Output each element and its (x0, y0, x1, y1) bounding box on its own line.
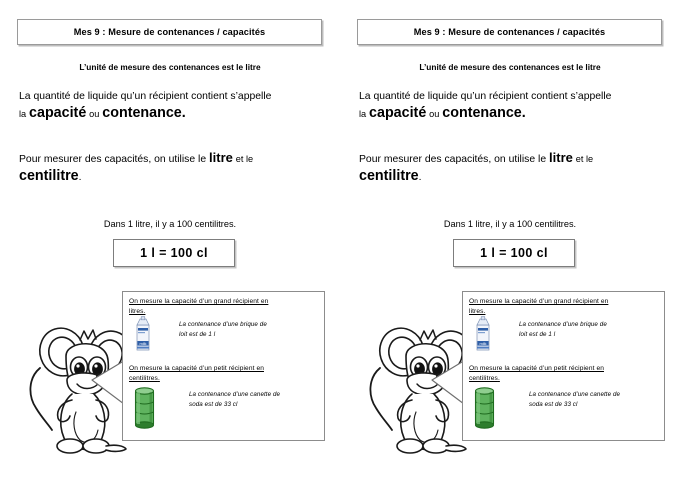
paragraph-2-connector: et le (235, 154, 254, 164)
bubble-heading-litres (469, 297, 658, 316)
term-contenance: contenance (442, 105, 522, 121)
milk-carton-label: milk (139, 341, 147, 346)
paragraph-2-lead: Pour mesurer des capacités, on utilise le (359, 154, 547, 165)
paragraph-capacite (359, 88, 667, 123)
term-litre: litre (209, 150, 233, 165)
paragraph-1-article: la (19, 109, 27, 119)
term-centilitre: centilitre (19, 168, 79, 184)
paragraph-1-article: la (359, 109, 367, 119)
paragraph-1-period: . (181, 105, 186, 121)
equation-box (453, 239, 575, 267)
paragraph-unites (359, 149, 667, 186)
bubble-heading-2-line-1: On mesure la capacité d’un petit récipient en (469, 365, 604, 372)
bubble-note-soda (529, 390, 665, 410)
equation-text: 1 l = 100 cl (140, 246, 208, 260)
bubble-heading-1-line-2: litres (469, 307, 484, 315)
page-title: Mes 9 : Mesure de contenances / capacités (73, 27, 266, 37)
bubble-note-1-line-2: loit est de 1 l (519, 331, 556, 338)
paragraph-1-connector: ou (429, 109, 440, 119)
bubble-heading-2-period: . (157, 374, 160, 382)
term-litre: litre (549, 150, 573, 165)
speech-bubble-box (462, 291, 665, 441)
bubble-heading-2-line-1: On mesure la capacité d’un petit récipient en (129, 365, 264, 372)
term-contenance: contenance (102, 105, 182, 121)
conversion-sentence: Dans 1 litre, il y a 100 centilitres. (443, 219, 577, 229)
bubble-heading-1-period: . (483, 307, 486, 315)
soda-can-icon (473, 386, 496, 430)
term-capacite: capacité (369, 105, 427, 121)
bubble-heading-centilitres (469, 364, 661, 383)
paragraph-capacite (19, 88, 327, 123)
equation-text: 1 l = 100 cl (480, 246, 548, 260)
bubble-heading-1-line-1: On mesure la capacité d’un grand récipient en (129, 298, 269, 305)
milk-carton-icon (473, 316, 493, 351)
milk-carton-icon (133, 316, 153, 351)
bubble-note-2-line-1: La contenance d’une canette de (189, 391, 281, 398)
paragraph-1-lead: La quantité de liquide qu’un récipient contient s’appelle (359, 91, 612, 102)
paragraph-unites (19, 149, 327, 186)
conversion-sentence: Dans 1 litre, il y a 100 centilitres. (103, 219, 237, 229)
bubble-note-2-line-2: soda est de 33 cl (189, 401, 238, 408)
worksheet-panel-right (340, 0, 680, 480)
equation-box (113, 239, 235, 267)
page-title: Mes 9 : Mesure de contenances / capacités (413, 27, 606, 37)
lesson-title-box (357, 19, 662, 45)
paragraph-1-period: . (521, 105, 526, 121)
bubble-heading-1-line-2: litres (129, 307, 144, 315)
paragraph-2-connector: et le (575, 154, 594, 164)
bubble-note-2-line-1: La contenance d’une canette de (529, 391, 621, 398)
bubble-note-1-line-1: La contenance d’une brique de (179, 321, 267, 328)
paragraph-1-connector: ou (89, 109, 100, 119)
bubble-note-soda (189, 390, 325, 410)
lesson-subtitle: L’unité de mesure des contenances est le litre (419, 62, 601, 72)
lesson-title-box (17, 19, 322, 45)
bubble-heading-1-line-1: On mesure la capacité d’un grand récipient en (469, 298, 609, 305)
bubble-note-milk (179, 320, 319, 340)
bubble-heading-2-line-2: centilitres (129, 374, 158, 382)
bubble-heading-2-period: . (497, 374, 500, 382)
term-centilitre: centilitre (359, 168, 419, 184)
bubble-heading-centilitres (129, 364, 321, 383)
bubble-note-milk (519, 320, 659, 340)
speech-bubble-box (122, 291, 325, 441)
bubble-heading-1-period: . (143, 307, 146, 315)
paragraph-1-lead: La quantité de liquide qu’un récipient contient s’appelle (19, 91, 272, 102)
bubble-heading-litres (129, 297, 318, 316)
paragraph-2-period: . (418, 172, 422, 183)
bubble-note-1-line-1: La contenance d’une brique de (519, 321, 607, 328)
soda-can-icon (133, 386, 156, 430)
lesson-subtitle: L’unité de mesure des contenances est le litre (79, 62, 261, 72)
bubble-heading-2-line-2: centilitres (469, 374, 498, 382)
bubble-note-2-line-2: soda est de 33 cl (529, 401, 578, 408)
bubble-note-1-line-2: loit est de 1 l (179, 331, 216, 338)
milk-carton-label: milk (479, 341, 487, 346)
paragraph-2-lead: Pour mesurer des capacités, on utilise le (19, 154, 207, 165)
term-capacite: capacité (29, 105, 87, 121)
paragraph-2-period: . (78, 172, 82, 183)
